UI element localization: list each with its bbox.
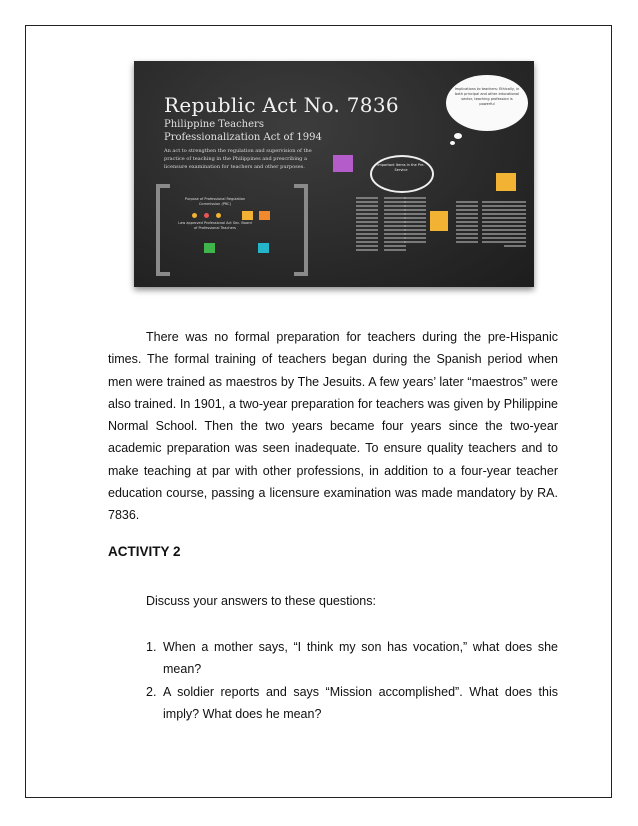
- text-column-5: [482, 201, 504, 245]
- thought-cloud-1-tail-b: [450, 141, 455, 145]
- question-number: 1.: [146, 640, 157, 654]
- text-column-6: [504, 201, 526, 249]
- dot-yellow-2: [216, 213, 221, 218]
- thought-cloud-1-tail-a: [454, 133, 462, 139]
- text-column-4: [456, 201, 478, 245]
- question-text: When a mother says, “I think my son has vocation,” what does she mean?: [163, 640, 558, 676]
- slide-subtitle-1: Philippine Teachers: [164, 119, 264, 130]
- left-bracket: [156, 184, 170, 276]
- slide-title: Republic Act No. 7836: [164, 93, 399, 117]
- question-list: [146, 636, 558, 726]
- diagram-caption: Purpose of Professional Regulation Commission (PRC): [184, 197, 246, 206]
- slide-subtitle-2: Professionalization Act of 1994: [164, 132, 322, 143]
- activity-prompt: Discuss your answers to these questions:: [146, 594, 376, 608]
- dot-yellow: [192, 213, 197, 218]
- text-column-3: [404, 197, 426, 245]
- body-paragraph: There was no formal preparation for teachers during the pre-Hispanic times. The formal training of teachers began during the Spanish period when men were trained as maestros by The Jesuits. A few years’ later “maestros” were also trained. In 1901, a two-year preparation for teachers was given by Philippine Normal School. Then the two years became four years since the two-year academic preparation was seen inadequate. To ensure quality teachers and to make teaching at par with other professions, in addition to a four-year teacher education course, passing a licensure examination was made mandatory by RA. 7836.: [108, 330, 558, 523]
- question-item: [146, 681, 558, 725]
- activity-heading: ACTIVITY 2: [108, 544, 181, 559]
- slide-description: An act to strengthen the regulation and supervision of the practice of teaching in the Philippines and prescribing a licensure examination for teachers and other purposes.: [164, 148, 312, 170]
- text-column-1: [356, 197, 378, 253]
- right-bracket: [294, 184, 308, 276]
- thought-cloud-1-text: Implications to teachers: Ethically, in both principal and other educational sector, teaching profession is powerful: [454, 87, 520, 106]
- question-item: [146, 636, 558, 680]
- note-yellow-a: [242, 211, 253, 220]
- question-number: 2.: [146, 685, 157, 699]
- note-purple: [333, 155, 353, 172]
- note-yellow-c: [430, 211, 448, 231]
- diagram-note: Law approved Professional Act Sec. Board of Professional Teachers: [178, 221, 252, 230]
- note-cyan: [258, 243, 269, 253]
- question-text: A soldier reports and says “Mission accomplished”. What does this imply? What does he mean?: [163, 685, 558, 721]
- note-yellow-b: [496, 173, 516, 191]
- note-orange-a: [259, 211, 270, 220]
- thought-cloud-2: [370, 155, 434, 193]
- note-green: [204, 243, 215, 253]
- presentation-slide-image: [134, 61, 534, 287]
- dot-red: [204, 213, 209, 218]
- text-column-2: [384, 197, 406, 253]
- thought-cloud-2-text: Important Items in the Pre-Service: [377, 163, 425, 172]
